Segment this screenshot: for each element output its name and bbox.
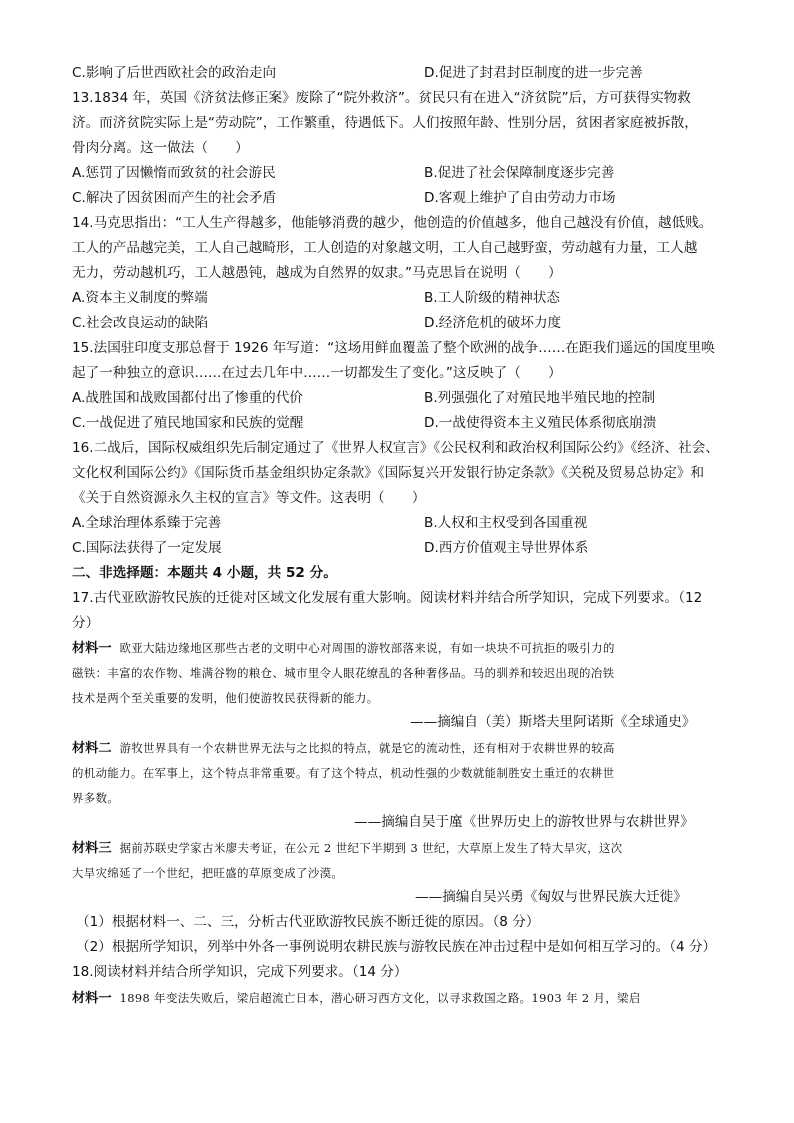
q17-requirement-1: （1）根据材料一、二、三，分析古代亚欧游牧民族不断迁徙的原因。（8 分） [76,914,540,930]
q16-stem-line-1: 16.二战后，国际权威组织先后制定通过了《世界人权宣言》《公民权利和政治权利国际公约》《经济、社会、 [72,440,719,456]
q13-stem-line-1: 13.1834 年，英国《济贫法修正案》废除了“院外救济”。贫民只有在进入“济贫院”后，方可获得实物救 [72,90,691,106]
q14-option-b: B.工人阶级的精神状态 [424,290,560,306]
q15-option-c: C.一战促进了殖民地国家和民族的觉醒 [72,415,304,431]
q14-stem-line-1: 14.马克思指出：“工人生产得越多，他能够消费的越少，他创造的价值越多，他自己越没有价值，越低贱。 [72,215,713,231]
q15-stem-line-1: 15.法国驻印度支那总督于 1926 年写道：“这场用鲜血覆盖了整个欧洲的战争……在距我们遥远的国度里唤 [72,340,715,356]
q13-options-ab [72,163,615,183]
q12-option-d: D.促进了封君封臣制度的进一步完善 [424,65,643,81]
q17-material-3-source: ——摘编自吴兴勇《匈奴与世界民族大迁徙》 [415,889,687,905]
q17-material-2-line-3: 界多数。 [72,791,120,805]
q13-option-c: C.解决了因贫困而产生的社会矛盾 [72,190,277,206]
q16-stem-line-3: 《关于自然资源永久主权的宣言》等文件。这表明（ ） [72,490,426,506]
q17-stem-line-2: 分） [72,615,100,631]
q16-options-ab [72,513,588,533]
q17-material-2-line-1 [72,738,615,759]
q18-material-1-text: 1898 年变法失败后，梁启超流亡日本，潜心研习西方文化，以寻求救国之路。1903 年 2 月，梁启 [119,991,641,1005]
material-2-text: 游牧世界具有一个农耕世界无法与之比拟的特点，就是它的流动性，还有相对于农耕世界的较高 [119,741,615,755]
q17-requirement-2: （2）根据所学知识，列举中外各一事例说明农耕民族与游牧民族在冲击过程中是如何相互学习的。（4 分） [76,939,717,955]
q16-option-c: C.国际法获得了一定发展 [72,540,222,556]
q14-options-ab [72,288,560,308]
section-2-heading: 二、非选择题：本题共 4 小题，共 52 分。 [72,565,337,581]
q17-material-3-line-1 [72,838,623,859]
q17-material-1-line-3: 技术是两个至关重要的发明，他们使游牧民获得新的能力。 [72,691,379,705]
q13-option-b: B.促进了社会保障制度逐步完善 [424,165,615,181]
q15-option-a: A.战胜国和战败国都付出了惨重的代价 [72,390,303,406]
q17-material-1-line-2: 磁铁：丰富的农作物、堆满谷物的粮仓、城市里令人眼花缭乱的各种奢侈品。马的驯养和较迟出现的冶铁 [72,666,615,680]
q14-stem-line-2: 工人的产品越完美，工人自己越畸形，工人创造的对象越文明，工人自己越野蛮，劳动越有力量，工人越 [72,240,698,256]
q15-option-b: B.列强强化了对殖民地半殖民地的控制 [424,390,656,406]
q15-options-cd [72,413,657,433]
q15-option-d: D.一战使得资本主义殖民体系彻底崩溃 [424,415,657,431]
q13-stem-line-2: 济。而济贫院实际上是“劳动院”，工作繁重，待遇低下。人们按照年龄、性别分居，贫困者家庭被拆散， [72,115,698,131]
q13-option-a: A.惩罚了因懒惰而致贫的社会游民 [72,165,276,181]
q17-material-2-line-2: 的机动能力。在军事上，这个特点非常重要。有了这个特点，机动性强的少数就能制胜安土重迁的农耕世 [72,766,615,780]
q14-option-c: C.社会改良运动的缺陷 [72,315,209,331]
q14-options-cd [72,313,562,333]
material-2-label: 材料二 [72,741,112,756]
q13-stem-line-3: 骨肉分离。这一做法（ ） [72,140,249,156]
q15-options-ab [72,388,656,408]
material-3-text: 据前苏联史学家古米廖夫考证，在公元 2 世纪下半期到 3 世纪，大草原上发生了特大旱灾，这次 [119,841,623,855]
q18-stem: 18.阅读材料并结合所学知识，完成下列要求。（14 分） [72,964,408,980]
q12-option-c: C.影响了后世西欧社会的政治走向 [72,65,277,81]
q12-options-cd [72,63,643,83]
q16-options-cd [72,538,589,558]
material-1-label: 材料一 [72,641,112,656]
q17-material-3-line-2: 大旱灾绵延了一个世纪，把旺盛的草原变成了沙漠。 [72,866,344,880]
q18-material-1-line-1 [72,988,641,1009]
material-3-label: 材料三 [72,841,112,856]
q17-stem-line-1: 17.古代亚欧游牧民族的迁徙对区域文化发展有重大影响。阅读材料并结合所学知识，完成下列要求。（12 [72,590,703,606]
q17-material-1-line-1 [72,638,615,659]
q17-material-1-source: ——摘编自（美）斯塔夫里阿诺斯《全球通史》 [410,714,696,730]
q16-option-a: A.全球治理体系臻于完善 [72,515,222,531]
q16-option-b: B.人权和主权受到各国重视 [424,515,588,531]
q13-options-cd [72,188,616,208]
q16-option-d: D.西方价值观主导世界体系 [424,540,589,556]
q14-option-a: A.资本主义制度的弊端 [72,290,208,306]
q15-stem-line-2: 起了一种独立的意识……在过去几年中……一切都发生了变化。”这反映了（ ） [72,365,562,381]
q14-stem-line-3: 无力，劳动越机巧，工人越愚钝，越成为自然界的奴隶。”马克思旨在说明（ ） [72,265,562,281]
q17-material-2-source: ——摘编自吴于廑《世界历史上的游牧世界与农耕世界》 [354,814,694,830]
q16-stem-line-2: 文化权利国际公约》《国际货币基金组织协定条款》《国际复兴开发银行协定条款》《关税及贸易总协定》和 [72,465,705,481]
q14-option-d: D.经济危机的破坏力度 [424,315,562,331]
material-1-text: 欧亚大陆边缘地区那些古老的文明中心对周围的游牧部落来说，有如一块块不可抗拒的吸引力的 [119,641,615,655]
q13-option-d: D.客观上维护了自由劳动力市场 [424,190,616,206]
q18-material-1-label: 材料一 [72,991,112,1006]
